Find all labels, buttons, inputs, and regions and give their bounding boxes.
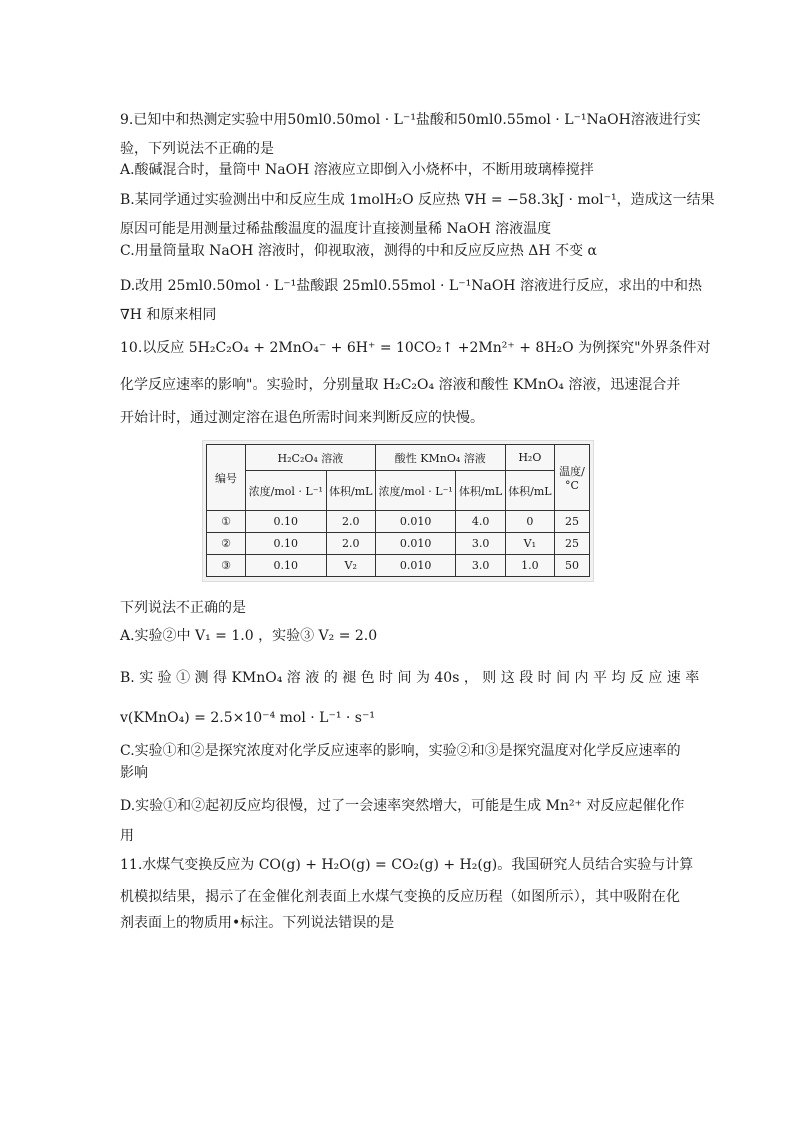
q10-stem-line-2: 化学反应速率的影响"。实验时，分别量取 H₂C₂O₄ 溶液和酸性 KMnO₄ 溶液，迅速混合并 bbox=[120, 377, 681, 393]
q9-stem-line-2: 验，下列说法不正确的是 bbox=[120, 141, 274, 157]
table-sub-vol-kmno4: 体积/mL bbox=[456, 471, 505, 511]
q10-option-c-line-2: 影响 bbox=[120, 765, 148, 781]
table-cell: 3.0 bbox=[456, 533, 505, 555]
table-header-kmno4: 酸性 KMnO₄ 溶液 bbox=[375, 445, 505, 471]
experiment-table bbox=[206, 444, 590, 577]
q11-stem-line-1: 11.水煤气变换反应为 CO(g) + H₂O(g) = CO₂(g) + H₂(g)。我国研究人员结合实验与计算 bbox=[120, 857, 694, 873]
table-cell-id: ① bbox=[207, 511, 246, 533]
q9-option-c: C.用量筒量取 NaOH 溶液时，仰视取液，测得的中和反应反应热 ΔH 不变 α bbox=[120, 243, 597, 259]
table-cell: 0.10 bbox=[246, 511, 327, 533]
q10-prompt: 下列说法不正确的是 bbox=[120, 600, 246, 616]
q10-option-c-line-1: C.实验①和②是探究浓度对化学反应速率的影响，实验②和③是探究温度对化学反应速率的 bbox=[120, 743, 681, 759]
table-cell: 0.010 bbox=[375, 555, 456, 577]
q10-stem-line-1: 10.以反应 5H₂C₂O₄ + 2MnO₄⁻ + 6H⁺ = 10CO₂↑ +2Mn²⁺ + 8H₂O 为例探究"外界条件对 bbox=[120, 340, 711, 356]
table-cell: 0.010 bbox=[375, 511, 456, 533]
q11-stem-line-2: 机模拟结果，揭示了在金催化剂表面上水煤气变换的反应历程（如图所示），其中吸附在化 bbox=[120, 889, 680, 905]
table-cell: 25 bbox=[555, 511, 590, 533]
table-cell: 0 bbox=[505, 511, 554, 533]
table-row bbox=[207, 511, 590, 533]
q10-option-b-line-1: B. 实 验 ① 测 得 KMnO₄ 溶 液 的 褪 色 时 间 为 40s ， 则 这 段 时 间 内 平 均 反 应 速 率 bbox=[120, 670, 700, 686]
experiment-table-image bbox=[202, 440, 594, 582]
table-row bbox=[207, 533, 590, 555]
q9-option-d-line-1: D.改用 25ml0.50mol · L⁻¹盐酸跟 25ml0.55mol · L⁻¹NaOH 溶液进行反应，求出的中和热 bbox=[120, 278, 702, 294]
table-cell: V₂ bbox=[326, 555, 375, 577]
q11-stem-line-3: 剂表面上的物质用•标注。下列说法错误的是 bbox=[120, 915, 395, 931]
q10-stem-line-3: 开始计时，通过测定溶在退色所需时间来判断反应的快慢。 bbox=[120, 410, 484, 426]
q9-stem-line-1: 9.已知中和热测定实验中用50ml0.50mol · L⁻¹盐酸和50ml0.55mol · L⁻¹NaOH溶液进行实 bbox=[120, 112, 701, 128]
table-cell: 25 bbox=[555, 533, 590, 555]
table-cell: 1.0 bbox=[505, 555, 554, 577]
table-row bbox=[207, 555, 590, 577]
table-sub-vol-water: 体积/mL bbox=[505, 471, 554, 511]
table-cell: 2.0 bbox=[326, 533, 375, 555]
table-cell: 0.010 bbox=[375, 533, 456, 555]
table-header-id: 编号 bbox=[207, 445, 246, 511]
table-cell: 3.0 bbox=[456, 555, 505, 577]
table-cell: 50 bbox=[555, 555, 590, 577]
q9-option-b-line-1: B.某同学通过实验测出中和反应生成 1molH₂O 反应热 ∇H = −58.3kJ · mol⁻¹，造成这一结果 bbox=[120, 192, 715, 208]
q10-option-d-line-1: D.实验①和②起初反应均很慢，过了一会速率突然增大，可能是生成 Mn²⁺ 对反应起催化作 bbox=[120, 798, 685, 814]
table-header-oxalic: H₂C₂O₄ 溶液 bbox=[246, 445, 376, 471]
table-cell-id: ② bbox=[207, 533, 246, 555]
q10-option-a: A.实验②中 V₁ = 1.0 ，实验③ V₂ = 2.0 bbox=[120, 628, 378, 644]
q10-option-d-line-2: 用 bbox=[120, 828, 134, 844]
q9-option-a: A.酸碱混合时，量筒中 NaOH 溶液应立即倒入小烧杯中，不断用玻璃棒搅拌 bbox=[120, 162, 594, 178]
table-cell: 0.10 bbox=[246, 533, 327, 555]
q9-option-d-line-2: ∇H 和原来相同 bbox=[120, 307, 217, 323]
table-sub-vol-oxalic: 体积/mL bbox=[326, 471, 375, 511]
q9-option-b-line-2: 原因可能是用测量过稀盐酸温度的温度计直接测量稀 NaOH 溶液温度 bbox=[120, 221, 552, 237]
table-sub-conc-oxalic: 浓度/mol · L⁻¹ bbox=[246, 471, 327, 511]
table-sub-conc-kmno4: 浓度/mol · L⁻¹ bbox=[375, 471, 456, 511]
table-header-water: H₂O bbox=[505, 445, 554, 471]
q10-option-b-line-2: v(KMnO₄) = 2.5×10⁻⁴ mol · L⁻¹ · s⁻¹ bbox=[120, 710, 375, 726]
table-cell: 2.0 bbox=[326, 511, 375, 533]
table-header-temperature: 温度/°C bbox=[555, 445, 590, 511]
table-cell: 0.10 bbox=[246, 555, 327, 577]
table-cell: V₁ bbox=[505, 533, 554, 555]
table-cell-id: ③ bbox=[207, 555, 246, 577]
table-cell: 4.0 bbox=[456, 511, 505, 533]
